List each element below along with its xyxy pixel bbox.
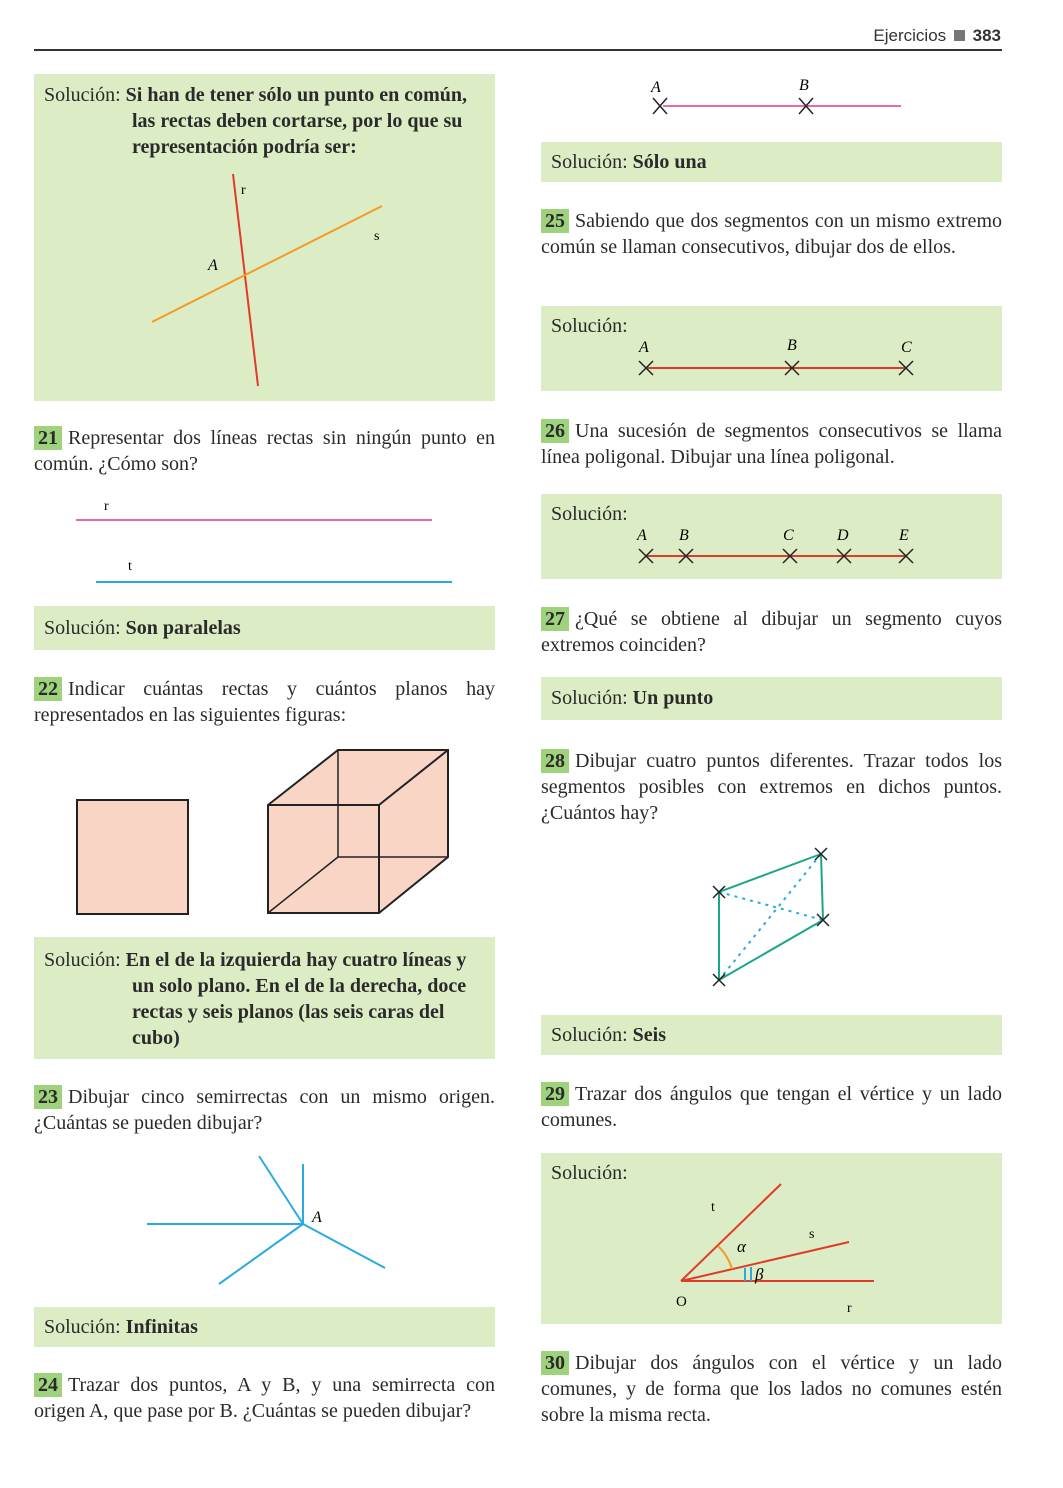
- label-t: t: [128, 559, 132, 574]
- exercise-number-22: 22: [34, 677, 62, 701]
- solution-answer-28: Seis: [632, 1024, 667, 1046]
- label-A: A: [637, 527, 647, 544]
- parallel-lines-figure: [34, 492, 495, 592]
- label-t: t: [711, 1200, 715, 1215]
- label-s: s: [374, 229, 380, 244]
- exercise-number-28: 28: [541, 749, 569, 773]
- square-and-cube-figure: [34, 740, 495, 930]
- label-r: r: [847, 1301, 852, 1316]
- ray-AB-figure: [541, 70, 1002, 130]
- solution-label-26: Solución:: [551, 503, 628, 525]
- solution-label-29: Solución:: [551, 1162, 628, 1184]
- exercise-27: [541, 606, 1002, 658]
- square: [77, 800, 188, 914]
- exercise-26: [541, 418, 1002, 470]
- label-B: B: [679, 527, 689, 544]
- cube: [268, 750, 448, 913]
- polygonal-line-figure: [541, 518, 1002, 578]
- label-A: A: [312, 1209, 322, 1226]
- exercise-30: [541, 1350, 1002, 1428]
- label-A: A: [651, 79, 661, 96]
- exercise-number-21: 21: [34, 426, 62, 450]
- label-D: D: [837, 527, 849, 544]
- exercise-text-22: Indicar cuántas rectas y cuántos planos hay representados en las siguientes figuras:: [34, 678, 495, 726]
- exercise-24: [34, 1372, 495, 1424]
- exercise-text-30: Dibujar dos ángulos con el vértice y un lado comunes, y de forma que los lados no comunes estén sobre la misma recta.: [541, 1352, 1002, 1426]
- label-A: A: [639, 339, 649, 356]
- solution-answer-21: Son paralelas: [125, 617, 241, 639]
- label-beta: β: [755, 1265, 764, 1284]
- arc-alpha: [718, 1246, 732, 1269]
- exercise-text-23: Dibujar cinco semirrectas con un mismo origen. ¿Cuántas se pueden dibujar?: [34, 1086, 495, 1134]
- solution-text-22: Solución: En el de la izquierda hay cuatro líneas y un solo plano. En el de la derecha, doce rectas y seis planos (las seis caras del cubo): [44, 949, 467, 1049]
- header-square-icon: [954, 30, 965, 41]
- header-rule: [34, 49, 1002, 51]
- label-A: A: [208, 257, 218, 274]
- exercise-23: [34, 1084, 495, 1136]
- solution-answer-27: Un punto: [632, 687, 714, 709]
- exercise-29: [541, 1081, 1002, 1133]
- exercise-text-29: Trazar dos ángulos que tengan el vértice y un lado comunes.: [541, 1083, 1002, 1131]
- solution-text-21: Solución: Son paralelas: [44, 617, 241, 639]
- solution-answer-22: En el de la izquierda hay cuatro líneas y un solo plano. En el de la derecha, doce rectas y seis planos (las seis caras del cubo): [125, 949, 467, 1049]
- exercise-number-27: 27: [541, 607, 569, 631]
- exercise-21: [34, 425, 495, 477]
- label-B: B: [799, 77, 809, 94]
- exercise-number-26: 26: [541, 419, 569, 443]
- solution-text-27: Solución: Un punto: [551, 687, 714, 709]
- page-number: 383: [972, 26, 1001, 45]
- label-s: s: [809, 1227, 815, 1242]
- page-header: [873, 26, 1001, 46]
- intersecting-lines-figure: [34, 160, 495, 400]
- exercise-25: [541, 208, 1002, 260]
- solution-answer-24: Sólo una: [632, 151, 707, 173]
- exercise-22: [34, 676, 495, 728]
- exercise-number-24: 24: [34, 1373, 62, 1397]
- label-C: C: [783, 527, 794, 544]
- label-alpha: α: [737, 1237, 746, 1256]
- exercise-text-28: Dibujar cuatro puntos diferentes. Trazar todos los segmentos posibles con extremos en dichos puntos. ¿Cuántos hay?: [541, 750, 1002, 824]
- label-r: r: [104, 499, 109, 514]
- line-s: [152, 206, 382, 322]
- exercise-text-25: Sabiendo que dos segmentos con un mismo extremo común se llaman consecutivos, dibujar dos de ellos.: [541, 210, 1002, 258]
- exercise-number-29: 29: [541, 1082, 569, 1106]
- solution-label-25: Solución:: [551, 315, 628, 337]
- ray-s: [681, 1242, 849, 1281]
- label-O: O: [676, 1294, 687, 1310]
- label-C: C: [901, 339, 912, 356]
- exercise-text-24: Trazar dos puntos, A y B, y una semirrecta con origen A, que pase por B. ¿Cuántas se pueden dibujar?: [34, 1374, 495, 1422]
- four-points-figure: [541, 840, 1002, 1000]
- solution-text-20: Solución: Si han de tener sólo un punto en común, las rectas deben cortarse, por lo que su representación podría ser:: [44, 84, 468, 158]
- exercise-number-23: 23: [34, 1085, 62, 1109]
- exercise-text-21: Representar dos líneas rectas sin ningún punto en común. ¿Cómo son?: [34, 427, 495, 475]
- exercise-text-27: ¿Qué se obtiene al dibujar un segmento cuyos extremos coinciden?: [541, 608, 1002, 656]
- consecutive-segments-figure: [541, 330, 1002, 390]
- solution-answer-20: Si han de tener sólo un punto en común, las rectas deben cortarse, por lo que su representación podría ser:: [125, 84, 468, 158]
- solution-answer-23: Infinitas: [125, 1316, 198, 1338]
- exercise-text-26: Una sucesión de segmentos consecutivos se llama línea poligonal. Dibujar una línea poligonal.: [541, 420, 1002, 468]
- label-E: E: [899, 527, 909, 544]
- solution-text-23: Solución: Infinitas: [44, 1316, 198, 1338]
- exercise-number-25: 25: [541, 209, 569, 233]
- label-r: r: [241, 183, 246, 198]
- exercise-28: [541, 748, 1002, 826]
- exercise-number-30: 30: [541, 1351, 569, 1375]
- section-title: Ejercicios: [873, 26, 947, 45]
- solution-text-28: Solución: Seis: [551, 1024, 667, 1046]
- solution-text-24: Solución: Sólo una: [551, 151, 707, 173]
- label-B: B: [787, 337, 797, 354]
- rays-figure: [34, 1150, 495, 1290]
- angles-figure: [541, 1170, 1002, 1320]
